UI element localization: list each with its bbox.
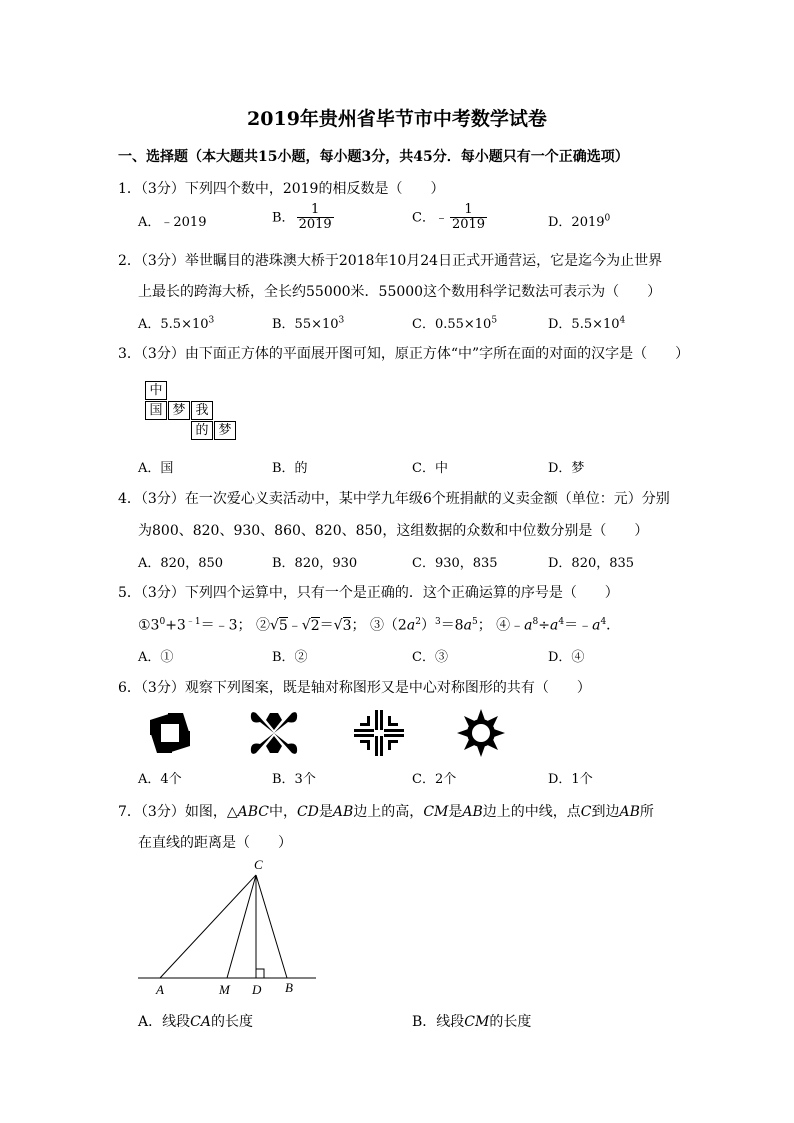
label-c: C	[254, 857, 263, 872]
pattern-1-pinwheel-icon	[145, 708, 195, 758]
q1-option-d: D．2019$^0$	[548, 213, 611, 230]
net-cell: 梦	[168, 401, 190, 420]
net-cell: 中	[145, 381, 167, 400]
q2-stem-line2: 上最长的跨海大桥，全长约55000米．55000这个数用科学记数法可表示为（ ）	[138, 284, 662, 300]
q7-stem-line1: 7．（3分）如图，△ABC中，CD是AB边上的高，CM是AB边上的中线，点C到边AB所	[118, 804, 654, 820]
right-angle-mark	[256, 969, 264, 978]
q7-option-a: A．线段CA的长度	[138, 1014, 253, 1030]
label-d: D	[252, 982, 262, 997]
q3-option-d: D．梦	[548, 461, 585, 476]
pattern-2-x-shape-icon	[248, 708, 300, 758]
q1-option-a: A．﹣2019	[138, 215, 207, 230]
q5-option-d: D．④	[548, 650, 585, 665]
q4-option-b: B．820，930	[272, 556, 358, 571]
q4-stem-line1: 4．（3分）在一次爱心义卖活动中，某中学九年级6个班捐献的义卖金额（单位：元）分别	[118, 491, 670, 507]
net-cell: 的	[191, 421, 213, 440]
q7-stem-line2: 在直线的距离是（ ）	[138, 835, 292, 851]
pattern-3-cross-bars-icon	[352, 708, 404, 758]
q3-option-a: A．国	[138, 461, 174, 476]
q3-option-b: B．的	[272, 461, 308, 476]
q3-option-c: C．中	[412, 461, 448, 476]
label-a: A	[156, 982, 164, 997]
net-cell: 梦	[214, 421, 236, 440]
pattern-4-flower-icon	[455, 708, 507, 758]
segment-cb	[256, 875, 287, 978]
q6-stem: 6．（3分）观察下列图案，既是轴对称图形又是中心对称图形的共有（ ）	[118, 680, 591, 696]
net-cell: 我	[191, 401, 213, 420]
q2-option-a: A．$5.5\times 10^3$	[138, 315, 215, 332]
q6-option-c: C．2个	[412, 772, 457, 787]
q1-option-c: C．﹣ $\frac{1}{2019}$	[412, 202, 486, 233]
exam-title: 2019年贵州省毕节市中考数学试卷	[247, 108, 547, 130]
q5-option-b: B．②	[272, 650, 308, 665]
net-cell: 国	[145, 401, 167, 420]
q7-option-b: B．线段CM的长度	[412, 1014, 532, 1030]
q6-option-a: A．4个	[138, 772, 182, 787]
section-heading: 一、选择题（本大题共15小题，每小题3分，共45分．每小题只有一个正确选项）	[118, 149, 629, 165]
q4-option-d: D．820，835	[548, 556, 635, 571]
q5-expressions: $①3^0+3^{﹣1}=﹣3$； ②√5﹣√2＝√3； $③(2a^2)^3=8a^5$； $④﹣a^8\div a^4=﹣a^4$．	[138, 617, 621, 634]
label-b: B	[285, 980, 293, 995]
q4-stem-line2: 为800、820、930、860、820、850，这组数据的众数和中位数分别是（ ）	[138, 523, 649, 539]
q4-option-a: A．820，850	[138, 556, 224, 571]
q4-option-c: C．930，835	[412, 556, 498, 571]
q1-stem: 1．（3分）下列四个数中，2019的相反数是（ ）	[118, 181, 445, 197]
q5-option-a: A．①	[138, 650, 174, 665]
q3-stem: 3．（3分）由下面正方体的平面展开图可知，原正方体“中”字所在面的对面的汉字是（ ）	[118, 346, 690, 362]
q1-option-b: B． $\frac{1}{2019}$	[272, 202, 332, 233]
q2-option-b: B．$55\times 10^3$	[272, 315, 345, 332]
label-m: M	[219, 982, 230, 997]
q5-option-c: C．③	[412, 650, 448, 665]
q2-option-d: D．$5.5\times 10^4$	[548, 315, 626, 332]
q2-stem-line1: 2．（3分）举世瞩目的港珠澳大桥于2018年10月24日正式开通营运，它是迄今为止世界	[118, 253, 663, 269]
triangle-diagram	[130, 855, 330, 1000]
q5-stem: 5．（3分）下列四个运算中，只有一个是正确的．这个正确运算的序号是（ ）	[118, 585, 619, 601]
q6-option-b: B．3个	[272, 772, 316, 787]
q2-option-c: C．$0.55\times 10^5$	[412, 315, 498, 332]
q6-option-d: D．1个	[548, 772, 593, 787]
